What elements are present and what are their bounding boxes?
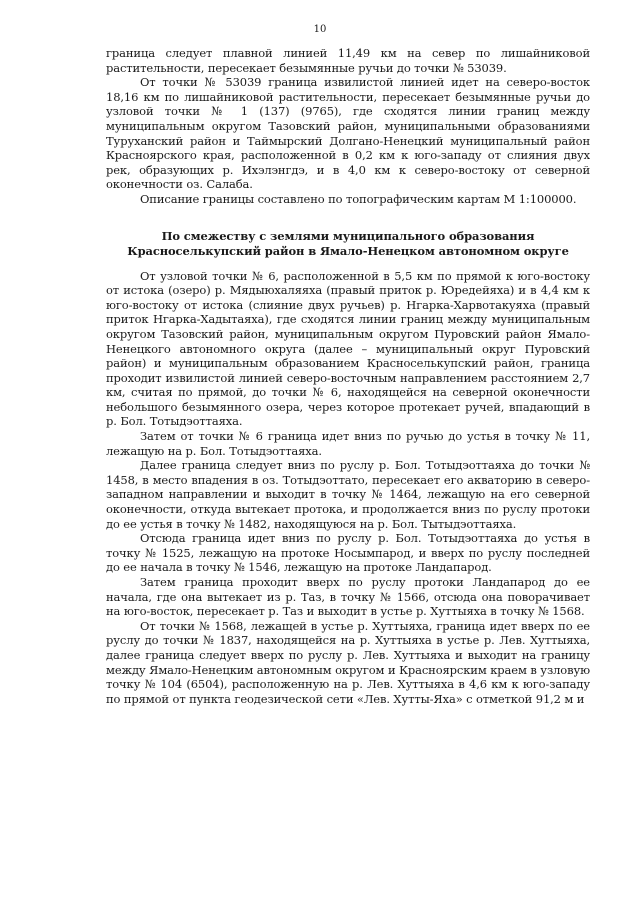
paragraph-point-1566: Затем граница проходит вверх по руслу протоки Ландапарод до ее начала, где она вытекает из р. Таз, в точку № 1566, отсюда она поворачивает на юго-восток, пересекает р. Таз и выходит в устье р. Хуттыяха в точку № 1568.	[106, 575, 590, 619]
section-heading	[106, 229, 590, 259]
section-heading-line-1: По смежеству с землями муниципального образования	[161, 228, 535, 243]
paragraph-node-6: От узловой точки № 6, расположенной в 5,5 км по прямой к юго-востоку от истока (озеро) р. Мядыюхаляяха (правый приток р. Юредейяха) и в 4,4 км к юго-востоку от истока (слияние двух ручьев) р. Нгарка-Харвотакуяха (правый приток Нгарка-Хадытаяха), где сходятся линии границ между муниципальным округом Тазовский район, муниципальным округом Пуровский район Ямало-Ненецкого автономного округа (далее – муниципальный округ Пуровский район) и муниципальным образованием Красноселькупский район, граница проходит извилистой линией северо-восточным направлением расстоянием 2,7 км, считая по прямой, до точки № 6, находящейся на северной оконечности небольшого безымянного озера, через которое протекает ручей, впадающий в р. Бол. Тотыдэоттаяха.	[106, 268, 590, 429]
section-heading-line-2: Красноселькупский район в Ямало-Ненецком автономном округе	[127, 243, 569, 258]
paragraph-point-1568: От точки № 1568, лежащей в устье р. Хуттыяха, граница идет вверх по ее руслу до точки № 1837, находящейся на р. Хуттыяха в устье р. Лев. Хуттыяха, далее граница следует вверх по руслу р. Лев. Хуттыяха и выходит на границу между Ямало-Ненецким автономным округом и Красноярским краем в узловую точку № 104 (6504), расположенную на р. Лев. Хуттыяха в 4,6 км к юго-западу по прямой от пункта геодезической сети «Лев. Хутты-Яха» с отметкой 91,2 м и	[106, 618, 590, 706]
paragraph-point-11: Затем от точки № 6 граница идет вниз по ручью до устья в точку № 11, лежащую на р. Бол. Тотыдэоттаяха.	[106, 429, 590, 458]
paragraph-point-1525: Отсюда граница идет вниз по руслу р. Бол. Тотыдэоттаяха до устья в точку № 1525, лежащую на протоке Носымпарод, и вверх по руслу последней до ее начала в точку № 1546, лежащую на протоке Ландапарод.	[106, 531, 590, 575]
document-body	[106, 46, 590, 706]
paragraph-continuation: граница следует плавной линией 11,49 км на север по лишайниковой растительности, пересекает безымянные ручьи до точки № 53039.	[106, 46, 590, 75]
paragraph-map-scale: Описание границы составлено по топографическим картам М 1:100000.	[140, 191, 577, 206]
page-number: 10	[313, 24, 327, 35]
paragraph-point-53039: От точки № 53039 граница извилистой линией идет на северо-восток 18,16 км по лишайниковой растительности, пересекает безымянные ручьи до узловой точки № 1 (137) (9765), где сходятся линии границ между муниципальным округом Тазовский район, муниципальными образованиями Туруханский район и Таймырский Долгано-Ненецкий муниципальный район Красноярского края, расположенной в 0,2 км к юго-западу от слияния двух рек, образующих р. Ихэлэнгдэ, и в 4,0 км к северо-востоку от северной оконечности оз. Салаба.	[106, 75, 590, 192]
paragraph-point-1458: Далее граница следует вниз по руслу р. Бол. Тотыдэоттаяха до точки № 1458, в место впадения в оз. Тотыдэоттато, пересекает его акваторию в северо-западном направлении и выходит в точку № 1464, лежащую на его северной оконечности, откуда вытекает протока, и продолжается вниз по руслу протоки до ее устья в точку № 1482, находящуюся на р. Бол. Тытыдэоттаяха.	[106, 458, 590, 531]
